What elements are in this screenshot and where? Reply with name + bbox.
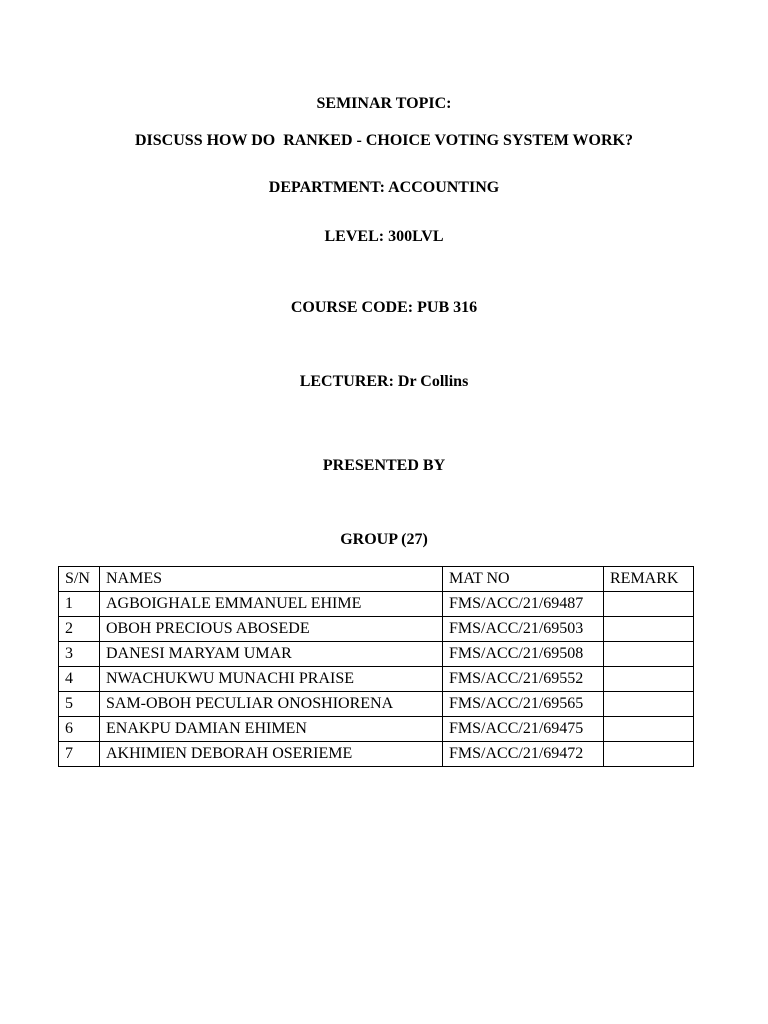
cell-mat-no: FMS/ACC/21/69508 xyxy=(443,642,604,667)
table-row xyxy=(59,642,694,667)
cell-remark xyxy=(604,742,694,767)
department-line: DEPARTMENT: ACCOUNTING xyxy=(268,179,500,196)
header-remark: REMARK xyxy=(604,567,694,592)
table-row xyxy=(59,692,694,717)
cell-remark xyxy=(604,617,694,642)
cell-sn: 6 xyxy=(59,717,100,742)
cell-name: OBOH PRECIOUS ABOSEDE xyxy=(100,617,443,642)
table-row xyxy=(59,742,694,767)
cell-remark xyxy=(604,692,694,717)
cell-name: DANESI MARYAM UMAR xyxy=(100,642,443,667)
cell-mat-no: FMS/ACC/21/69503 xyxy=(443,617,604,642)
cell-sn: 3 xyxy=(59,642,100,667)
level-line: LEVEL: 300LVL xyxy=(324,228,444,245)
cell-sn: 2 xyxy=(59,617,100,642)
cell-sn: 5 xyxy=(59,692,100,717)
lecturer-line: LECTURER: Dr Collins xyxy=(299,373,469,390)
cell-sn: 4 xyxy=(59,667,100,692)
cell-mat-no: FMS/ACC/21/69487 xyxy=(443,592,604,617)
cell-name: AGBOIGHALE EMMANUEL EHIME xyxy=(100,592,443,617)
seminar-topic-label: SEMINAR TOPIC: xyxy=(316,95,452,112)
cell-mat-no: FMS/ACC/21/69552 xyxy=(443,667,604,692)
table-row xyxy=(59,667,694,692)
course-code-line: COURSE CODE: PUB 316 xyxy=(290,299,478,316)
table-row xyxy=(59,617,694,642)
cell-mat-no: FMS/ACC/21/69475 xyxy=(443,717,604,742)
cell-remark xyxy=(604,592,694,617)
header-names: NAMES xyxy=(100,567,443,592)
seminar-topic-title: DISCUSS HOW DO RANKED - CHOICE VOTING SYSTEM WORK? xyxy=(135,132,633,149)
cell-mat-no: FMS/ACC/21/69472 xyxy=(443,742,604,767)
cell-sn: 7 xyxy=(59,742,100,767)
header-mat-no: MAT NO xyxy=(443,567,604,592)
table-row xyxy=(59,592,694,617)
group-members-table xyxy=(58,566,694,767)
group-line: GROUP (27) xyxy=(340,531,428,548)
presented-by-line: PRESENTED BY xyxy=(322,457,446,474)
table-row xyxy=(59,717,694,742)
cell-remark xyxy=(604,717,694,742)
cell-remark xyxy=(604,642,694,667)
cell-name: ENAKPU DAMIAN EHIMEN xyxy=(100,717,443,742)
cell-remark xyxy=(604,667,694,692)
table-header-row xyxy=(59,567,694,592)
cell-name: AKHIMIEN DEBORAH OSERIEME xyxy=(100,742,443,767)
header-sn: S/N xyxy=(59,567,100,592)
cell-name: SAM-OBOH PECULIAR ONOSHIORENA xyxy=(100,692,443,717)
cell-sn: 1 xyxy=(59,592,100,617)
cell-mat-no: FMS/ACC/21/69565 xyxy=(443,692,604,717)
cell-name: NWACHUKWU MUNACHI PRAISE xyxy=(100,667,443,692)
